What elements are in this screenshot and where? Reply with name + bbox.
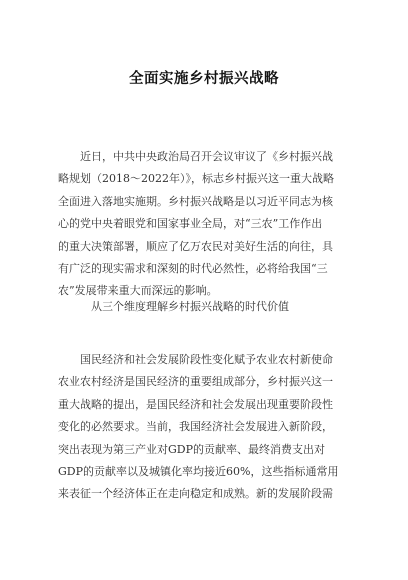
document-title: 全面实施乡村振兴战略 xyxy=(129,71,279,87)
body-paragraph xyxy=(58,349,354,506)
paragraph-line: 的重大决策部署，顺应了亿万农民对美好生活的向往，具 xyxy=(58,239,333,253)
paragraph-line: 突出表现为第三产业对GDP的贡献率、最终消费支出对 xyxy=(58,442,326,456)
paragraph-line: 国民经济和社会发展阶段性变化赋予农业农村新使命 xyxy=(80,353,333,366)
paragraph-line: 有广泛的现实需求和深刻的时代必然性，必将给我国“三 xyxy=(58,261,328,275)
paragraph-line: 来表征一个经济体正在走向稳定和成熟。新的发展阶段需 xyxy=(58,487,333,501)
paragraph-line: 农业农村经济是国民经济的重要组成部分，乡村振兴这一 xyxy=(58,375,333,389)
paragraph-line: 全面进入落地实施期。乡村振兴战略是以习近平同志为核 xyxy=(58,194,333,208)
paragraph-line: 心的党中央着眼党和国家事业全局，对“三农”工作作出 xyxy=(58,217,323,231)
section-heading: 从三个维度理解乡村振兴战略的时代价值 xyxy=(91,300,289,313)
paragraph-line: 重大战略的提出，是国民经济和社会发展出现重要阶段性 xyxy=(58,397,333,411)
paragraph-line: GDP的贡献率以及城镇化率均接近60%，这些指标通常用 xyxy=(58,464,339,478)
paragraph-line: 近日，中共中央政治局召开会议审议了《乡村振兴战 xyxy=(58,150,333,163)
intro-paragraph xyxy=(58,146,354,303)
paragraph-line: 变化的必然要求。当前，我国经济社会发展进入新阶段， xyxy=(58,420,333,434)
paragraph-line: 略规划（2018～2022年）》，标志乡村振兴这一重大战略 xyxy=(58,172,334,186)
paragraph-line: 农”发展带来重大而深远的影响。 xyxy=(58,284,218,298)
